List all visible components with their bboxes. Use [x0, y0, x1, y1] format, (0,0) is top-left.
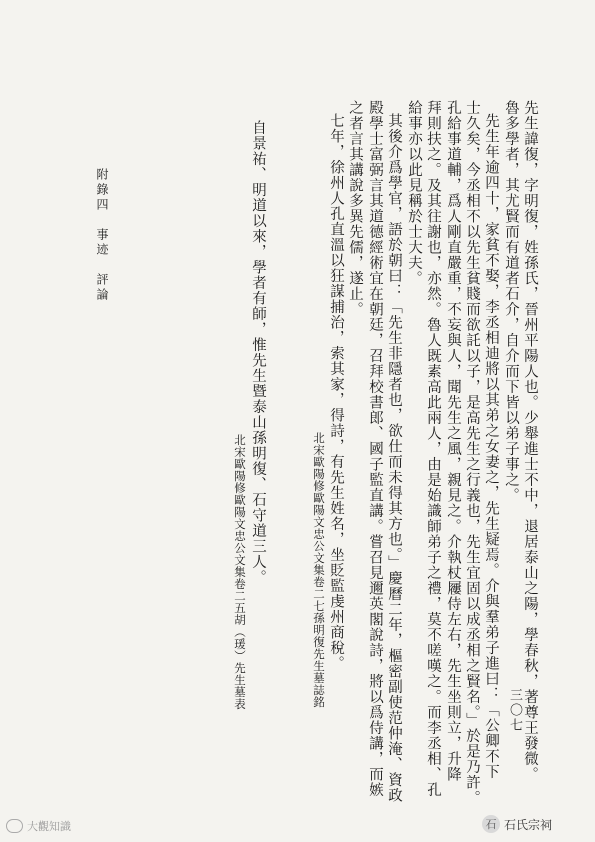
text-column: 其後介爲學官，語於朝曰：「先生非隱者也，欲仕而未得其方也。」慶曆二年，樞密副使范仲淹、資政 — [386, 113, 402, 804]
source-citation: 北宋歐陽修歐陽文忠公文集卷二七孫明復先生墓誌銘 — [312, 432, 326, 708]
text-column: 殿學士富弼言其道德經術宜在朝廷，召拜校書郎、國子監直講。嘗召見邇英閣說詩，將以爲侍講，而嫉 — [367, 100, 383, 798]
section-header: 附錄四 事迹 評論 — [95, 168, 109, 303]
watermark-left-text: 大觀知識 — [27, 820, 71, 833]
text-column: 之者言其講說多異先儒，遂止。 — [347, 100, 363, 317]
text-column: 拜則扶之。及其往謝也，亦然。魯人既素高此兩人，由是始識師弟子之禮，莫不嗟嘆之。而李丞相、孔 — [425, 100, 441, 798]
watermark-left — [6, 818, 71, 834]
source-citation: 北宋歐陽修歐陽文忠公文集卷二五胡（瑗）先生墓表 — [233, 434, 247, 710]
text-column: 先生年逾四十，家貧不娶，李丞相迪將以其弟之女妻之，先生疑焉。介與羣弟子進曰：「公卿不下 — [483, 113, 499, 780]
watermark-right-text: 石氏宗祠 — [504, 817, 553, 832]
text-column: 孔給事道輔，爲人剛直嚴重，不妄與人，聞先生之風，親見之。介執杖屨侍左右，先生坐則立，升降 — [445, 100, 461, 782]
text-column: 士久矣，今丞相不以先生貧賤而欲託以子，是高先生之行義也，先生宜固以成丞相之賢名。」於是乃許。 — [464, 100, 480, 806]
page-number: 三〇七 — [507, 688, 522, 733]
text-column: 七年，徐州人孔直溫以狂謀捕治，索其家，得詩，有先生姓名，坐貶監虔州商稅。 — [328, 113, 344, 671]
text-column: 自景祐、明道以來，學者有師，惟先生暨泰山孫明復、石守道三人。 — [250, 120, 266, 585]
text-column: 魯多學者，其尤賢而有道者石介，自介而下皆以弟子事之。 — [503, 100, 519, 503]
text-column: 先生諱復，字明復，姓孫氏，晉州平陽人也。少舉進士不中，退居泰山之陽，學春秋，著尊王發微。 — [522, 100, 538, 782]
text-column: 給事亦以此見稱於士大夫。 — [406, 100, 422, 286]
watermark-right — [482, 815, 552, 833]
account-logo-icon: 石 — [482, 815, 500, 833]
chat-bubble-icon — [6, 819, 23, 833]
